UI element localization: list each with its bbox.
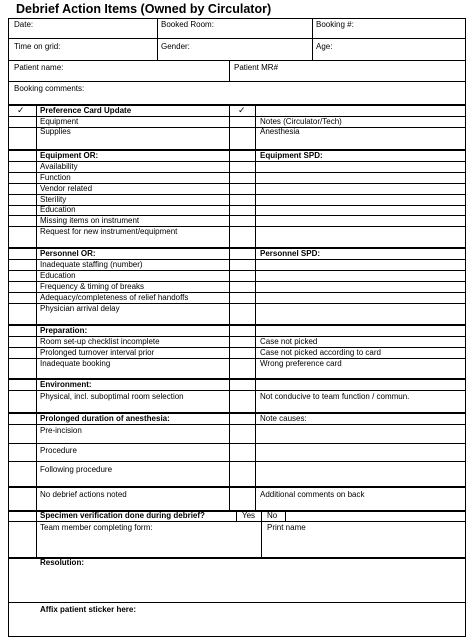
equipment-item: Sterility — [40, 195, 67, 204]
environment-item: Not conducive to team function / commun. — [260, 392, 410, 401]
booked-room-label: Booked Room: — [161, 20, 214, 29]
anesthesia-item: Following procedure — [40, 465, 113, 474]
date-label: Date: — [14, 20, 34, 29]
age-label: Age: — [316, 42, 333, 51]
preparation-item: Room set-up checklist incomplete — [40, 337, 160, 346]
equipment-item: Request for new instrument/equipment — [40, 227, 178, 236]
print-name-label: Print name — [267, 523, 306, 532]
rule — [8, 81, 466, 82]
anesthesia-heading: Prolonged duration of anesthesia: — [40, 414, 170, 423]
rule — [8, 486, 466, 488]
time-on-grid-label: Time on grid: — [14, 42, 61, 51]
right-border — [465, 18, 466, 637]
rule — [8, 60, 466, 61]
rule — [8, 521, 466, 522]
preference-item: Notes (Circulator/Tech) — [260, 117, 342, 126]
rule — [8, 38, 466, 39]
personnel-item: Adequacy/completeness of relief handoffs — [40, 293, 189, 302]
rule — [8, 443, 466, 444]
equipment-item: Availability — [40, 162, 78, 171]
left-border — [8, 18, 9, 637]
preparation-heading: Preparation: — [40, 326, 88, 335]
personnel-item: Inadequate staffing (number) — [40, 260, 143, 269]
anesthesia-item: Pre-incision — [40, 426, 82, 435]
check-column-divider-right — [255, 104, 256, 510]
rule — [8, 424, 466, 425]
rule — [8, 602, 466, 603]
affix-sticker-label: Affix patient sticker here: — [40, 605, 137, 614]
middle-divider — [229, 104, 230, 510]
equipment-item: Function — [40, 173, 71, 182]
check-mark: ✓ — [238, 105, 246, 115]
preparation-item: Case not picked according to card — [260, 348, 381, 357]
rule — [8, 270, 466, 271]
specimen-verification-label: Specimen verification done during debrief? — [40, 511, 205, 520]
equipment-item: Missing items on instrument — [40, 216, 140, 225]
divider — [157, 18, 158, 60]
preference-item: Supplies — [40, 127, 71, 136]
rule — [8, 194, 466, 195]
booking-number-label: Booking #: — [316, 20, 354, 29]
booking-comments-label: Booking comments: — [14, 84, 85, 93]
specimen-yes-option: Yes — [242, 511, 256, 520]
divider — [261, 521, 262, 557]
divider — [312, 18, 313, 60]
equipment-spd-heading: Equipment SPD: — [260, 151, 323, 160]
personnel-item: Physician arrival delay — [40, 304, 120, 313]
divider — [285, 510, 286, 521]
preference-item: Equipment — [40, 117, 79, 126]
equipment-item: Vendor related — [40, 184, 93, 193]
rule — [8, 18, 466, 19]
rule — [8, 390, 466, 391]
equipment-item: Education — [40, 205, 76, 214]
environment-heading: Environment: — [40, 380, 92, 389]
divider — [261, 510, 262, 521]
debrief-form — [8, 0, 466, 637]
note-causes-label: Note causes: — [260, 414, 307, 423]
specimen-no-option: No — [267, 511, 278, 520]
rule — [8, 127, 466, 128]
personnel-or-heading: Personnel OR: — [40, 249, 96, 258]
preparation-item: Inadequate booking — [40, 359, 111, 368]
divider — [236, 510, 237, 521]
preparation-item: Prolonged turnover interval prior — [40, 348, 155, 357]
personnel-item: Education — [40, 271, 76, 280]
divider — [229, 60, 230, 81]
preference-heading: Preference Card Update — [40, 106, 132, 115]
rule — [8, 205, 466, 206]
resolution-label: Resolution: — [40, 558, 84, 567]
rule — [8, 172, 466, 173]
form-title: Debrief Action Items (Owned by Circulator) — [16, 2, 272, 16]
preparation-item: Case not picked — [260, 337, 318, 346]
personnel-spd-heading: Personnel SPD: — [260, 249, 321, 258]
patient-name-label: Patient name: — [14, 63, 64, 72]
patient-mr-label: Patient MR# — [234, 63, 279, 72]
no-debrief-label: No debrief actions noted — [40, 490, 127, 499]
additional-comments-label: Additional comments on back — [260, 490, 365, 499]
preference-item: Anesthesia — [260, 127, 300, 136]
equipment-or-heading: Equipment OR: — [40, 151, 99, 160]
team-member-label: Team member completing form: — [40, 523, 153, 532]
personnel-item: Frequency & timing of breaks — [40, 282, 145, 291]
anesthesia-item: Procedure — [40, 446, 77, 455]
gender-label: Gender: — [161, 42, 190, 51]
check-mark: ✓ — [17, 105, 25, 115]
rule — [8, 461, 466, 462]
preparation-item: Wrong preference card — [260, 359, 342, 368]
environment-item: Physical, incl. suboptimal room selection — [40, 392, 184, 401]
